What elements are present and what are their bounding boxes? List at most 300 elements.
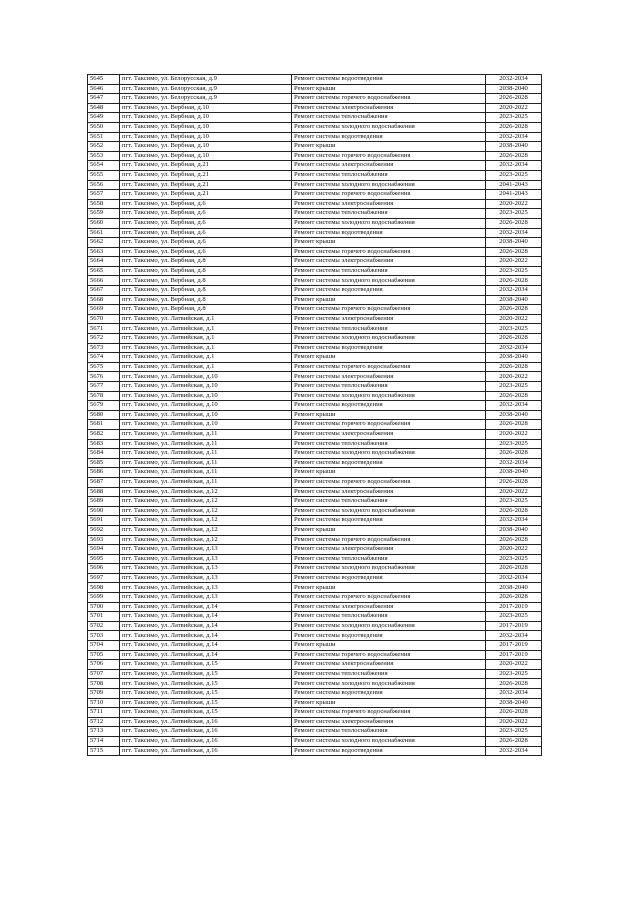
- period-cell: 2023-2025: [486, 209, 542, 219]
- period-cell: 2023-2025: [486, 612, 542, 622]
- work-type-cell: Ремонт системы водоотведения: [292, 401, 486, 411]
- work-type-cell: Ремонт системы холодного водоснабжения: [292, 621, 486, 631]
- address-cell: пгт. Таксимо, ул. Латвийская, д.14: [120, 641, 292, 651]
- address-cell: пгт. Таксимо, ул. Латвийская, д.10: [120, 410, 292, 420]
- row-number-cell: 5714: [88, 736, 120, 746]
- period-cell: 2026-2028: [486, 247, 542, 257]
- table-row: [88, 343, 542, 353]
- table-row: [88, 420, 542, 430]
- work-type-cell: Ремонт системы холодного водоснабжения: [292, 334, 486, 344]
- work-type-cell: Ремонт системы теплоснабжения: [292, 669, 486, 679]
- period-cell: 2038-2040: [486, 142, 542, 152]
- work-type-cell: Ремонт системы холодного водоснабжения: [292, 679, 486, 689]
- period-cell: 2026-2028: [486, 218, 542, 228]
- table-row: [88, 170, 542, 180]
- table-row: [88, 94, 542, 104]
- work-type-cell: Ремонт крыши: [292, 84, 486, 94]
- work-type-cell: Ремонт системы электроснабжения: [292, 103, 486, 113]
- address-cell: пгт. Таксимо, ул. Латвийская, д.12: [120, 535, 292, 545]
- row-number-cell: 5699: [88, 593, 120, 603]
- period-cell: 2020-2022: [486, 314, 542, 324]
- address-cell: пгт. Таксимо, ул. Латвийская, д.1: [120, 324, 292, 334]
- table-row: [88, 382, 542, 392]
- table-row: [88, 621, 542, 631]
- table-row: [88, 209, 542, 219]
- work-type-cell: Ремонт системы теплоснабжения: [292, 113, 486, 123]
- address-cell: пгт. Таксимо, ул. Вербная, д.6: [120, 247, 292, 257]
- work-type-cell: Ремонт системы электроснабжения: [292, 545, 486, 555]
- work-type-cell: Ремонт системы водоотведения: [292, 458, 486, 468]
- work-type-cell: Ремонт системы водоотведения: [292, 516, 486, 526]
- row-number-cell: 5692: [88, 525, 120, 535]
- row-number-cell: 5713: [88, 727, 120, 737]
- address-cell: пгт. Таксимо, ул. Латвийская, д.13: [120, 593, 292, 603]
- address-cell: пгт. Таксимо, ул. Вербная, д.6: [120, 228, 292, 238]
- address-cell: пгт. Таксимо, ул. Белорусская, д.9: [120, 84, 292, 94]
- table-row: [88, 113, 542, 123]
- row-number-cell: 5690: [88, 506, 120, 516]
- address-cell: пгт. Таксимо, ул. Латвийская, д.13: [120, 545, 292, 555]
- work-type-cell: Ремонт крыши: [292, 583, 486, 593]
- period-cell: 2038-2040: [486, 353, 542, 363]
- row-number-cell: 5648: [88, 103, 120, 113]
- address-cell: пгт. Таксимо, ул. Латвийская, д.14: [120, 602, 292, 612]
- table-row: [88, 401, 542, 411]
- row-number-cell: 5698: [88, 583, 120, 593]
- period-cell: 2038-2040: [486, 525, 542, 535]
- table-row: [88, 122, 542, 132]
- period-cell: 2026-2028: [486, 122, 542, 132]
- period-cell: 2038-2040: [486, 295, 542, 305]
- address-cell: пгт. Таксимо, ул. Латвийская, д.12: [120, 487, 292, 497]
- period-cell: 2032-2034: [486, 573, 542, 583]
- work-type-cell: Ремонт системы водоотведения: [292, 343, 486, 353]
- address-cell: пгт. Таксимо, ул. Вербная, д.8: [120, 257, 292, 267]
- row-number-cell: 5706: [88, 660, 120, 670]
- row-number-cell: 5660: [88, 218, 120, 228]
- period-cell: 2023-2025: [486, 170, 542, 180]
- period-cell: 2026-2028: [486, 362, 542, 372]
- period-cell: 2038-2040: [486, 698, 542, 708]
- row-number-cell: 5646: [88, 84, 120, 94]
- address-cell: пгт. Таксимо, ул. Латвийская, д.14: [120, 612, 292, 622]
- row-number-cell: 5681: [88, 420, 120, 430]
- table-row: [88, 641, 542, 651]
- address-cell: пгт. Таксимо, ул. Латвийская, д.12: [120, 506, 292, 516]
- row-number-cell: 5665: [88, 266, 120, 276]
- table-row: [88, 602, 542, 612]
- row-number-cell: 5663: [88, 247, 120, 257]
- period-cell: 2026-2028: [486, 391, 542, 401]
- address-cell: пгт. Таксимо, ул. Вербная, д.6: [120, 238, 292, 248]
- address-cell: пгт. Таксимо, ул. Вербная, д.10: [120, 151, 292, 161]
- work-type-cell: Ремонт системы холодного водоснабжения: [292, 391, 486, 401]
- table-row: [88, 132, 542, 142]
- address-cell: пгт. Таксимо, ул. Латвийская, д.15: [120, 679, 292, 689]
- work-type-cell: Ремонт системы горячего водоснабжения: [292, 362, 486, 372]
- row-number-cell: 5679: [88, 401, 120, 411]
- table-row: [88, 650, 542, 660]
- table-row: [88, 564, 542, 574]
- address-cell: пгт. Таксимо, ул. Вербная, д.21: [120, 161, 292, 171]
- period-cell: 2023-2025: [486, 266, 542, 276]
- work-type-cell: Ремонт системы электроснабжения: [292, 429, 486, 439]
- period-cell: 2032-2034: [486, 132, 542, 142]
- row-number-cell: 5661: [88, 228, 120, 238]
- period-cell: 2020-2022: [486, 103, 542, 113]
- table-row: [88, 314, 542, 324]
- row-number-cell: 5649: [88, 113, 120, 123]
- period-cell: 2038-2040: [486, 468, 542, 478]
- row-number-cell: 5680: [88, 410, 120, 420]
- work-type-cell: Ремонт системы водоотведения: [292, 746, 486, 756]
- address-cell: пгт. Таксимо, ул. Латвийская, д.1: [120, 353, 292, 363]
- work-type-cell: Ремонт крыши: [292, 410, 486, 420]
- address-cell: пгт. Таксимо, ул. Латвийская, д.11: [120, 458, 292, 468]
- work-type-cell: Ремонт системы горячего водоснабжения: [292, 535, 486, 545]
- address-cell: пгт. Таксимо, ул. Вербная, д.10: [120, 103, 292, 113]
- table-row: [88, 372, 542, 382]
- table-row: [88, 717, 542, 727]
- period-cell: 2032-2034: [486, 746, 542, 756]
- period-cell: 2038-2040: [486, 583, 542, 593]
- work-type-cell: Ремонт системы горячего водоснабжения: [292, 190, 486, 200]
- row-number-cell: 5669: [88, 305, 120, 315]
- work-type-cell: Ремонт системы водоотведения: [292, 286, 486, 296]
- table-row: [88, 151, 542, 161]
- table-row: [88, 218, 542, 228]
- row-number-cell: 5675: [88, 362, 120, 372]
- address-cell: пгт. Таксимо, ул. Латвийская, д.16: [120, 727, 292, 737]
- work-type-cell: Ремонт системы водоотведения: [292, 631, 486, 641]
- address-cell: пгт. Таксимо, ул. Вербная, д.10: [120, 122, 292, 132]
- table-row: [88, 238, 542, 248]
- row-number-cell: 5664: [88, 257, 120, 267]
- table-row: [88, 353, 542, 363]
- address-cell: пгт. Таксимо, ул. Латвийская, д.14: [120, 631, 292, 641]
- row-number-cell: 5693: [88, 535, 120, 545]
- period-cell: 2026-2028: [486, 449, 542, 459]
- table-row: [88, 612, 542, 622]
- row-number-cell: 5715: [88, 746, 120, 756]
- row-number-cell: 5677: [88, 382, 120, 392]
- work-type-cell: Ремонт системы холодного водоснабжения: [292, 122, 486, 132]
- table-row: [88, 525, 542, 535]
- period-cell: 2032-2034: [486, 516, 542, 526]
- row-number-cell: 5668: [88, 295, 120, 305]
- table-row: [88, 477, 542, 487]
- row-number-cell: 5702: [88, 621, 120, 631]
- table-row: [88, 487, 542, 497]
- period-cell: 2020-2022: [486, 372, 542, 382]
- work-type-cell: Ремонт системы горячего водоснабжения: [292, 305, 486, 315]
- table-row: [88, 410, 542, 420]
- table-row: [88, 516, 542, 526]
- row-number-cell: 5704: [88, 641, 120, 651]
- address-cell: пгт. Таксимо, ул. Латвийская, д.15: [120, 669, 292, 679]
- address-cell: пгт. Таксимо, ул. Латвийская, д.14: [120, 621, 292, 631]
- row-number-cell: 5696: [88, 564, 120, 574]
- address-cell: пгт. Таксимо, ул. Латвийская, д.16: [120, 736, 292, 746]
- address-cell: пгт. Таксимо, ул. Латвийская, д.11: [120, 468, 292, 478]
- table-row: [88, 266, 542, 276]
- row-number-cell: 5686: [88, 468, 120, 478]
- period-cell: 2026-2028: [486, 708, 542, 718]
- work-type-cell: Ремонт системы электроснабжения: [292, 161, 486, 171]
- row-number-cell: 5647: [88, 94, 120, 104]
- row-number-cell: 5670: [88, 314, 120, 324]
- period-cell: 2032-2034: [486, 161, 542, 171]
- period-cell: 2026-2028: [486, 736, 542, 746]
- work-type-cell: Ремонт системы горячего водоснабжения: [292, 708, 486, 718]
- address-cell: пгт. Таксимо, ул. Вербная, д.21: [120, 190, 292, 200]
- row-number-cell: 5710: [88, 698, 120, 708]
- table-row: [88, 458, 542, 468]
- period-cell: 2026-2028: [486, 593, 542, 603]
- row-number-cell: 5667: [88, 286, 120, 296]
- address-cell: пгт. Таксимо, ул. Латвийская, д.10: [120, 420, 292, 430]
- period-cell: 2026-2028: [486, 506, 542, 516]
- row-number-cell: 5662: [88, 238, 120, 248]
- address-cell: пгт. Таксимо, ул. Латвийская, д.11: [120, 477, 292, 487]
- row-number-cell: 5695: [88, 554, 120, 564]
- period-cell: 2023-2025: [486, 324, 542, 334]
- address-cell: пгт. Таксимо, ул. Белорусская, д.9: [120, 75, 292, 85]
- work-type-cell: Ремонт системы теплоснабжения: [292, 554, 486, 564]
- table-row: [88, 535, 542, 545]
- address-cell: пгт. Таксимо, ул. Латвийская, д.10: [120, 382, 292, 392]
- table-row: [88, 631, 542, 641]
- period-cell: 2023-2025: [486, 554, 542, 564]
- period-cell: 2038-2040: [486, 238, 542, 248]
- table-row: [88, 698, 542, 708]
- address-cell: пгт. Таксимо, ул. Вербная, д.6: [120, 199, 292, 209]
- row-number-cell: 5650: [88, 122, 120, 132]
- work-type-cell: Ремонт системы холодного водоснабжения: [292, 449, 486, 459]
- period-cell: 2032-2034: [486, 458, 542, 468]
- table-row: [88, 228, 542, 238]
- table-row: [88, 593, 542, 603]
- row-number-cell: 5674: [88, 353, 120, 363]
- row-number-cell: 5709: [88, 689, 120, 699]
- table-row: [88, 305, 542, 315]
- address-cell: пгт. Таксимо, ул. Латвийская, д.1: [120, 314, 292, 324]
- address-cell: пгт. Таксимо, ул. Латвийская, д.15: [120, 660, 292, 670]
- work-type-cell: Ремонт системы холодного водоснабжения: [292, 276, 486, 286]
- row-number-cell: 5688: [88, 487, 120, 497]
- work-type-cell: Ремонт системы холодного водоснабжения: [292, 506, 486, 516]
- period-cell: 2026-2028: [486, 334, 542, 344]
- work-type-cell: Ремонт крыши: [292, 142, 486, 152]
- table-row: [88, 679, 542, 689]
- row-number-cell: 5655: [88, 170, 120, 180]
- address-cell: пгт. Таксимо, ул. Вербная, д.8: [120, 295, 292, 305]
- table-row: [88, 362, 542, 372]
- table-row: [88, 449, 542, 459]
- period-cell: 2032-2034: [486, 228, 542, 238]
- work-type-cell: Ремонт системы водоотведения: [292, 132, 486, 142]
- work-type-cell: Ремонт системы теплоснабжения: [292, 497, 486, 507]
- work-type-cell: Ремонт системы теплоснабжения: [292, 209, 486, 219]
- work-type-cell: Ремонт системы электроснабжения: [292, 372, 486, 382]
- row-number-cell: 5673: [88, 343, 120, 353]
- work-type-cell: Ремонт крыши: [292, 641, 486, 651]
- period-cell: 2038-2040: [486, 410, 542, 420]
- row-number-cell: 5700: [88, 602, 120, 612]
- work-type-cell: Ремонт системы горячего водоснабжения: [292, 593, 486, 603]
- work-type-cell: Ремонт крыши: [292, 525, 486, 535]
- period-cell: 2020-2022: [486, 660, 542, 670]
- row-number-cell: 5656: [88, 180, 120, 190]
- work-type-cell: Ремонт системы водоотведения: [292, 75, 486, 85]
- table-row: [88, 573, 542, 583]
- table-row: [88, 391, 542, 401]
- address-cell: пгт. Таксимо, ул. Вербная, д.10: [120, 142, 292, 152]
- row-number-cell: 5645: [88, 75, 120, 85]
- address-cell: пгт. Таксимо, ул. Латвийская, д.16: [120, 717, 292, 727]
- table-row: [88, 84, 542, 94]
- row-number-cell: 5676: [88, 372, 120, 382]
- row-number-cell: 5683: [88, 439, 120, 449]
- period-cell: 2026-2028: [486, 564, 542, 574]
- address-cell: пгт. Таксимо, ул. Латвийская, д.15: [120, 689, 292, 699]
- period-cell: 2026-2028: [486, 305, 542, 315]
- period-cell: 2026-2028: [486, 94, 542, 104]
- work-type-cell: Ремонт системы теплоснабжения: [292, 382, 486, 392]
- work-type-cell: Ремонт системы электроснабжения: [292, 660, 486, 670]
- period-cell: 2032-2034: [486, 401, 542, 411]
- period-cell: 2032-2034: [486, 75, 542, 85]
- row-number-cell: 5682: [88, 429, 120, 439]
- address-cell: пгт. Таксимо, ул. Вербная, д.8: [120, 266, 292, 276]
- table-row: [88, 180, 542, 190]
- period-cell: 2041-2043: [486, 190, 542, 200]
- work-type-cell: Ремонт системы горячего водоснабжения: [292, 151, 486, 161]
- work-type-cell: Ремонт системы горячего водоснабжения: [292, 650, 486, 660]
- table-row: [88, 439, 542, 449]
- row-number-cell: 5685: [88, 458, 120, 468]
- period-cell: 2032-2034: [486, 689, 542, 699]
- period-cell: 2026-2028: [486, 535, 542, 545]
- table-row: [88, 669, 542, 679]
- work-type-cell: Ремонт системы теплоснабжения: [292, 170, 486, 180]
- period-cell: 2020-2022: [486, 717, 542, 727]
- repair-schedule-table: [87, 74, 542, 756]
- address-cell: пгт. Таксимо, ул. Вербная, д.8: [120, 286, 292, 296]
- period-cell: 2026-2028: [486, 477, 542, 487]
- address-cell: пгт. Таксимо, ул. Латвийская, д.11: [120, 429, 292, 439]
- work-type-cell: Ремонт системы электроснабжения: [292, 717, 486, 727]
- period-cell: 2032-2034: [486, 343, 542, 353]
- period-cell: 2023-2025: [486, 727, 542, 737]
- table-row: [88, 75, 542, 85]
- period-cell: 2020-2022: [486, 545, 542, 555]
- table-row: [88, 142, 542, 152]
- work-type-cell: Ремонт системы холодного водоснабжения: [292, 218, 486, 228]
- row-number-cell: 5657: [88, 190, 120, 200]
- table-row: [88, 286, 542, 296]
- work-type-cell: Ремонт системы холодного водоснабжения: [292, 736, 486, 746]
- period-cell: 2023-2025: [486, 382, 542, 392]
- table-row: [88, 103, 542, 113]
- work-type-cell: Ремонт крыши: [292, 295, 486, 305]
- work-type-cell: Ремонт системы горячего водоснабжения: [292, 94, 486, 104]
- row-number-cell: 5711: [88, 708, 120, 718]
- row-number-cell: 5654: [88, 161, 120, 171]
- work-type-cell: Ремонт системы горячего водоснабжения: [292, 477, 486, 487]
- table-row: [88, 324, 542, 334]
- row-number-cell: 5697: [88, 573, 120, 583]
- table-row: [88, 545, 542, 555]
- period-cell: 2023-2025: [486, 439, 542, 449]
- work-type-cell: Ремонт системы холодного водоснабжения: [292, 180, 486, 190]
- row-number-cell: 5684: [88, 449, 120, 459]
- work-type-cell: Ремонт системы холодного водоснабжения: [292, 564, 486, 574]
- work-type-cell: Ремонт системы теплоснабжения: [292, 439, 486, 449]
- table-row: [88, 276, 542, 286]
- work-type-cell: Ремонт системы горячего водоснабжения: [292, 420, 486, 430]
- address-cell: пгт. Таксимо, ул. Латвийская, д.13: [120, 564, 292, 574]
- period-cell: 2032-2034: [486, 631, 542, 641]
- table-row: [88, 295, 542, 305]
- address-cell: пгт. Таксимо, ул. Латвийская, д.10: [120, 391, 292, 401]
- row-number-cell: 5687: [88, 477, 120, 487]
- row-number-cell: 5651: [88, 132, 120, 142]
- work-type-cell: Ремонт системы горячего водоснабжения: [292, 247, 486, 257]
- address-cell: пгт. Таксимо, ул. Латвийская, д.11: [120, 449, 292, 459]
- address-cell: пгт. Таксимо, ул. Латвийская, д.14: [120, 650, 292, 660]
- address-cell: пгт. Таксимо, ул. Вербная, д.6: [120, 209, 292, 219]
- address-cell: пгт. Таксимо, ул. Латвийская, д.12: [120, 525, 292, 535]
- row-number-cell: 5689: [88, 497, 120, 507]
- table-row: [88, 468, 542, 478]
- address-cell: пгт. Таксимо, ул. Латвийская, д.16: [120, 746, 292, 756]
- work-type-cell: Ремонт системы электроснабжения: [292, 602, 486, 612]
- period-cell: 2038-2040: [486, 84, 542, 94]
- work-type-cell: Ремонт крыши: [292, 468, 486, 478]
- address-cell: пгт. Таксимо, ул. Латвийская, д.10: [120, 401, 292, 411]
- address-cell: пгт. Таксимо, ул. Вербная, д.21: [120, 170, 292, 180]
- table-row: [88, 583, 542, 593]
- work-type-cell: Ремонт системы электроснабжения: [292, 314, 486, 324]
- table-row: [88, 736, 542, 746]
- address-cell: пгт. Таксимо, ул. Вербная, д.10: [120, 132, 292, 142]
- table-row: [88, 190, 542, 200]
- work-type-cell: Ремонт системы теплоснабжения: [292, 266, 486, 276]
- address-cell: пгт. Таксимо, ул. Вербная, д.10: [120, 113, 292, 123]
- period-cell: 2017-2019: [486, 650, 542, 660]
- address-cell: пгт. Таксимо, ул. Латвийская, д.13: [120, 554, 292, 564]
- row-number-cell: 5666: [88, 276, 120, 286]
- table-row: [88, 199, 542, 209]
- work-type-cell: Ремонт системы электроснабжения: [292, 487, 486, 497]
- row-number-cell: 5672: [88, 334, 120, 344]
- period-cell: 2020-2022: [486, 199, 542, 209]
- address-cell: пгт. Таксимо, ул. Латвийская, д.15: [120, 698, 292, 708]
- table-row: [88, 429, 542, 439]
- row-number-cell: 5691: [88, 516, 120, 526]
- period-cell: 2017-2019: [486, 641, 542, 651]
- work-type-cell: Ремонт системы теплоснабжения: [292, 612, 486, 622]
- row-number-cell: 5705: [88, 650, 120, 660]
- table-row: [88, 257, 542, 267]
- table-row: [88, 497, 542, 507]
- row-number-cell: 5708: [88, 679, 120, 689]
- period-cell: 2032-2034: [486, 286, 542, 296]
- table-row: [88, 161, 542, 171]
- period-cell: 2020-2022: [486, 487, 542, 497]
- address-cell: пгт. Таксимо, ул. Вербная, д.8: [120, 276, 292, 286]
